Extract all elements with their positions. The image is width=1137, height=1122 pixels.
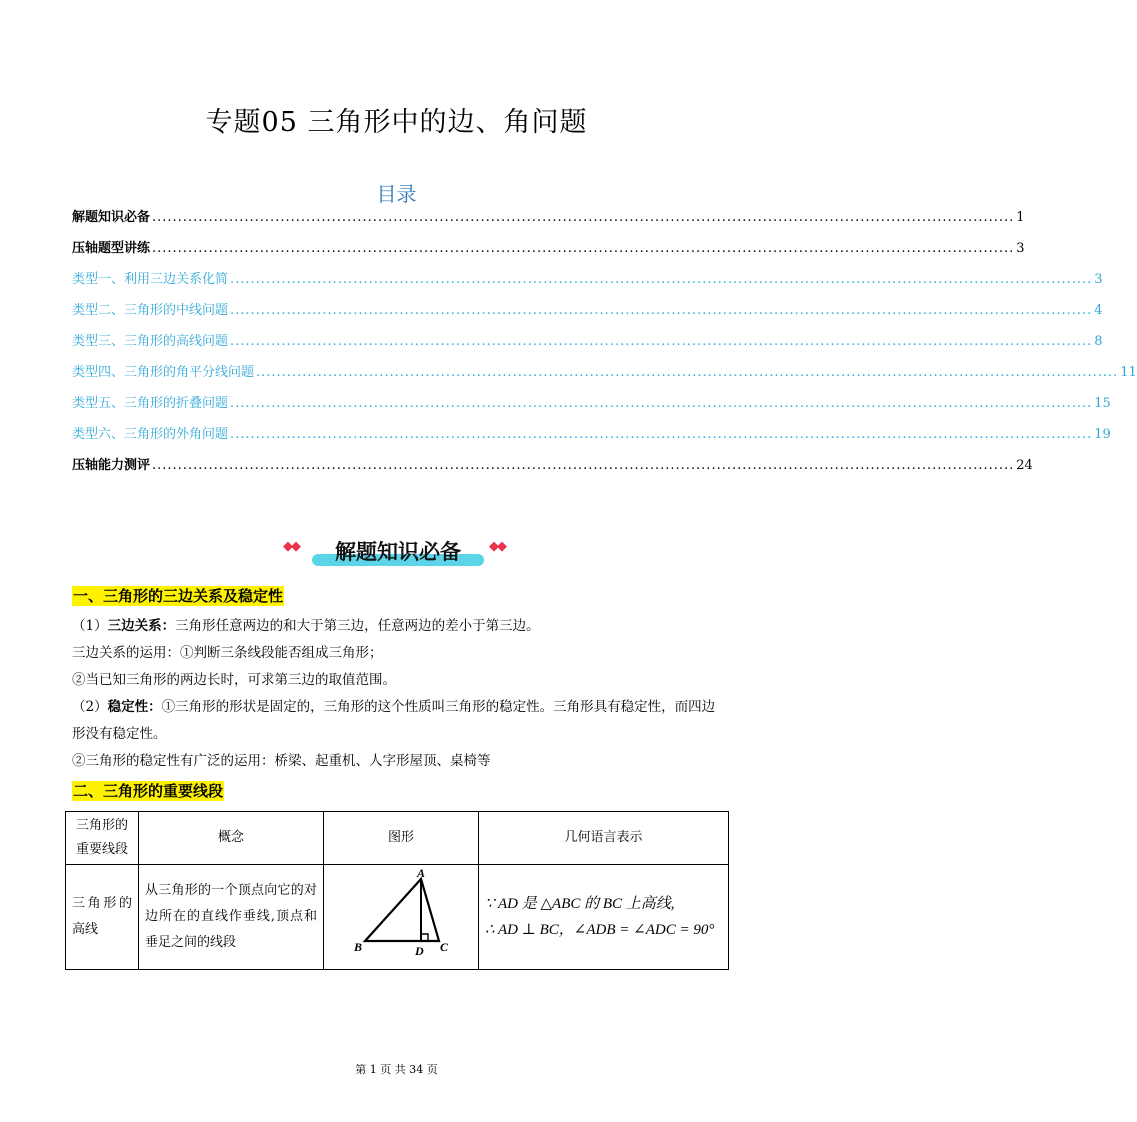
toc-entry-page: 24 — [1016, 458, 1033, 473]
toc-entry-label: 类型一、利用三边关系化简 — [72, 272, 229, 287]
table-of-contents — [72, 206, 1137, 485]
triangle-abc — [365, 879, 439, 941]
toc-entry-label: 类型四、三角形的角平分线问题 — [72, 365, 255, 380]
section-heading: 二、三角形的重要线段 — [73, 782, 224, 800]
diamond-decoration-icon: ◆◆ — [283, 539, 299, 554]
vertex-label-a: A — [417, 866, 426, 880]
toc-entry-label: 压轴能力测评 — [72, 458, 151, 473]
toc-entry-label: 解题知识必备 — [72, 210, 151, 225]
toc-leader-dots: ........................................................................................................................................................................ — [256, 365, 1119, 380]
paragraph-prefix: （1） — [72, 618, 108, 634]
toc-leader-dots: ........................................................................................................................................................................ — [230, 427, 1093, 442]
paragraph-text: 三角形任意两边的和大于第三边，任意两边的差小于第三边。 — [175, 618, 540, 634]
toc-entry-page: 3 — [1094, 272, 1103, 287]
toc-leader-dots: ........................................................................................................................................................................ — [230, 272, 1093, 287]
paragraph: 三边关系的运用：①判断三条线段能否组成三角形； — [72, 645, 383, 661]
toc-entry-label: 类型二、三角形的中线问题 — [72, 303, 229, 318]
toc-entry-page: 3 — [1016, 241, 1025, 256]
geometry-statement: ∵ AD 是 △ABC 的 BC 上高线, — [485, 896, 675, 912]
table-header-row — [66, 812, 729, 865]
table-cell-name: 三角形的高线 — [66, 865, 139, 970]
paragraph-text: ①三角形的形状是固定的，三角形的这个性质叫三角形的稳定性。三角形具有稳定性，而四边形没有稳定性。 — [72, 699, 716, 742]
paragraph-prefix: （2） — [72, 699, 108, 715]
document-title: 专题05 三角形中的边、角问题 — [205, 107, 588, 138]
toc-entry-page: 8 — [1094, 334, 1103, 349]
section-heading: 一、三角形的三边关系及稳定性 — [73, 587, 284, 605]
term-label: 三边关系： — [107, 618, 176, 634]
table-cell-geometry — [479, 865, 729, 970]
banner-title: 解题知识必备 — [335, 540, 461, 564]
toc-entry[interactable] — [72, 392, 1111, 423]
toc-entry-label: 类型六、三角形的外角问题 — [72, 427, 229, 442]
table-header-cell: 几何语言表示 — [479, 812, 729, 865]
toc-leader-dots: ........................................................................................................................................................................ — [152, 210, 1015, 225]
table-header-cell: 三角形的重要线段 — [66, 812, 139, 865]
vertex-label-b: B — [354, 940, 363, 954]
toc-entry-label: 压轴题型讲练 — [72, 241, 151, 256]
geometry-conclusion: ∴ AD ⊥ BC，∠ADB = ∠ADC = 90° — [485, 922, 715, 938]
toc-leader-dots: ........................................................................................................................................................................ — [152, 458, 1015, 473]
toc-entry-page: 11 — [1120, 365, 1137, 380]
toc-leader-dots: ........................................................................................................................................................................ — [230, 303, 1093, 318]
toc-entry[interactable] — [72, 268, 1103, 299]
toc-entry[interactable] — [72, 206, 1025, 237]
toc-entry-label: 类型三、三角形的高线问题 — [72, 334, 229, 349]
toc-entry-label: 类型五、三角形的折叠问题 — [72, 396, 229, 411]
paragraph — [72, 613, 727, 640]
vertex-label-c: C — [440, 940, 449, 954]
table-cell-figure — [324, 865, 479, 970]
table-header-cell: 概念 — [139, 812, 324, 865]
important-lines-table — [65, 811, 729, 970]
toc-heading: 目录 — [376, 182, 417, 206]
toc-entry[interactable] — [72, 330, 1103, 361]
paragraph: ②三角形的稳定性有广泛的运用：桥梁、起重机、人字形屋顶、桌椅等 — [72, 753, 491, 769]
paragraph — [72, 694, 727, 748]
page-footer: 第 1 页 共 34 页 — [355, 1063, 438, 1076]
toc-entry[interactable] — [72, 361, 1137, 392]
toc-entry[interactable] — [72, 299, 1103, 330]
vertex-label-d: D — [415, 944, 424, 958]
paragraph: ②当已知三角形的两边长时，可求第三边的取值范围。 — [72, 672, 396, 688]
banner-pill — [312, 536, 484, 566]
toc-entry-page: 1 — [1016, 210, 1025, 225]
toc-entry[interactable] — [72, 454, 1033, 485]
toc-leader-dots: ........................................................................................................................................................................ — [230, 334, 1093, 349]
toc-entry-page: 19 — [1094, 427, 1111, 442]
table-cell-concept: 从三角形的一个顶点向它的对边所在的直线作垂线,顶点和垂足之间的线段 — [139, 865, 324, 970]
toc-leader-dots: ........................................................................................................................................................................ — [152, 241, 1015, 256]
toc-entry[interactable] — [72, 237, 1025, 268]
table-header-cell: 图形 — [324, 812, 479, 865]
toc-entry-page: 15 — [1094, 396, 1111, 411]
toc-leader-dots: ........................................................................................................................................................................ — [230, 396, 1093, 411]
diamond-decoration-icon: ◆◆ — [489, 539, 505, 554]
triangle-altitude-figure — [341, 867, 461, 957]
section-banner — [0, 532, 793, 572]
term-label: 稳定性： — [107, 699, 162, 715]
table-row — [66, 865, 729, 970]
toc-entry[interactable] — [72, 423, 1111, 454]
toc-entry-page: 4 — [1094, 303, 1103, 318]
